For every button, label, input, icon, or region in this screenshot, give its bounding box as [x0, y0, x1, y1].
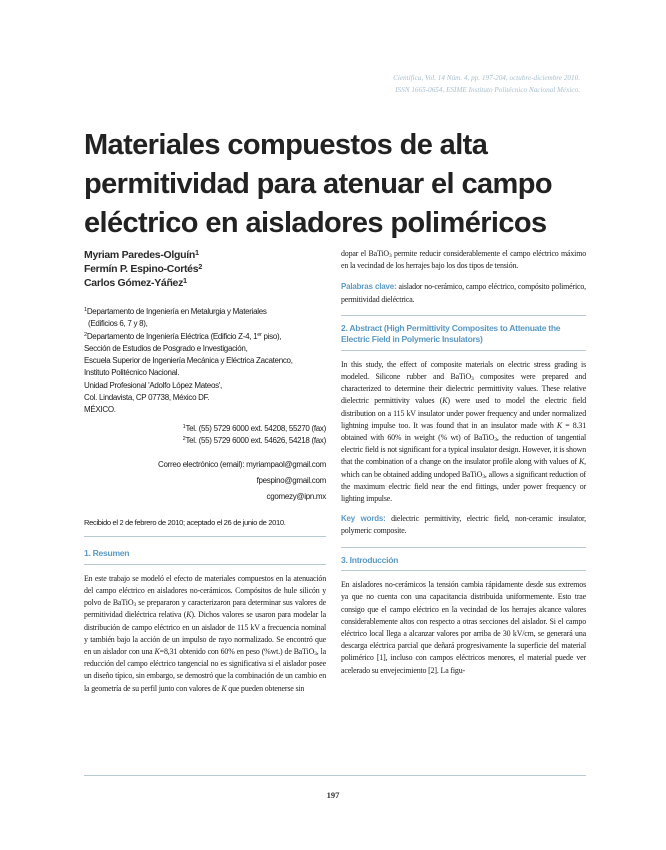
- author-sup: 2: [198, 262, 203, 271]
- phone-text: Tel. (55) 5729 6000 ext. 54626, 54218 (fax): [185, 435, 326, 445]
- resumen-continuation: [341, 248, 586, 272]
- phone-sup: 2: [182, 435, 186, 442]
- affiliation-line: Sección de Estudios de Posgrado e Investigación,: [84, 343, 248, 353]
- text-run: , la reducción del campo eléctrico tangencial no es significativa si el aislador posee un diseño típico, sin embargo, se demostró que la combinación de un cambio en la geometría de su perfil junto con valores de: [84, 646, 326, 693]
- left-column: [84, 248, 326, 695]
- phone-line: [84, 423, 326, 435]
- received-dates: Recibido el 2 de febrero de 2010; aceptado el 26 de junio de 2010.: [84, 517, 326, 537]
- author: [84, 276, 326, 290]
- keywords-text: dielectric permittivity, electric field, non-ceramic insulator, polymeric composite.: [341, 514, 586, 536]
- affiliation-text: Departamento de Ingeniería Eléctrica (Edificio Z-4, 1: [86, 331, 258, 341]
- affiliation-text: piso),: [261, 331, 282, 341]
- section-rule: [341, 547, 586, 548]
- subscript: 3: [471, 376, 474, 383]
- author-sup: 1: [183, 276, 187, 285]
- text-run: , allows a significant reduction of the maximum electric field near the end fittings, under power frequency or lighting impulse.: [341, 469, 586, 504]
- subscript: 3: [314, 650, 317, 657]
- author-name: Fermín P. Espino-Cortés: [84, 263, 199, 275]
- author-list: [84, 248, 326, 290]
- symbol-k: K: [186, 610, 192, 620]
- subscript: 3: [388, 253, 392, 259]
- text-run: permite reducir considerablemente el campo eléctrico máximo en la vecindad de los herrajes bajo los dos tipos de tensión.: [341, 249, 586, 271]
- section-heading-abstract: 2. Abstract (High Permittivity Composites to Attenuate the Electric Field in Polymeric Insulators): [341, 322, 561, 345]
- affiliation-text: Departamento de Ingeniería en Metalurgia y Materiales: [86, 307, 267, 316]
- symbol-k: K: [556, 420, 562, 430]
- subscript: 3: [133, 602, 136, 609]
- text-run: En este trabajo se modeló el efecto de materiales compuestos en la atenuación del campo eléctrico en aisladores no-cerámicos. Compósitos de hule silicón y polvo de BaTiO: [84, 573, 326, 608]
- text-run: ). Dichos valores se usaron para modelar la distribución de campo eléctrico en un aislador de 115 kV a frecuencia nominal y también bajo la acción de un impulso de rayo normalizado. Se encontró que en un aislador con una: [84, 610, 326, 656]
- email-list: [84, 457, 326, 505]
- affiliation-line: Instituto Politécnico Nacional.: [84, 368, 180, 378]
- email-line: fpespino@gmail.com: [256, 476, 326, 486]
- affiliation-line: [84, 318, 326, 330]
- affiliation-line: [84, 306, 326, 318]
- address-line: MÉXICO.: [84, 405, 116, 415]
- section-rule: [341, 570, 586, 571]
- affiliations: [84, 306, 326, 417]
- phone-line: [84, 435, 326, 447]
- section-rule: [341, 350, 586, 351]
- address-line: Col. Lindavista, CP 07738, México DF.: [84, 393, 210, 403]
- phone-text: Tel. (55) 5729 6000 ext. 54208, 55270 (fax): [185, 423, 326, 433]
- symbol-k: K: [154, 646, 160, 656]
- phone-sup: 1: [182, 423, 186, 430]
- symbol-k: K: [442, 396, 448, 406]
- email-line: cgomezy@ipn.mx: [266, 492, 326, 502]
- text-run: se prepararon y caracterizaron para determinar sus valores de permitividad dieléctrica relativa (: [84, 598, 327, 620]
- affiliation-sup: 1: [84, 307, 87, 313]
- right-column: [341, 248, 586, 677]
- text-run: que pueden obtenerse sin: [226, 683, 305, 693]
- symbol-k: K: [221, 683, 227, 693]
- author-name: Carlos Gómez-Yáñez: [84, 277, 184, 289]
- section-heading-introduccion: 3. Introducción: [341, 554, 399, 565]
- author: [84, 248, 326, 262]
- text-run: ) were used to model the electric field distribution on a 115 kV insulator under power frequency and under normalized lightning impulse too. It was found that in an insulator made with: [341, 396, 587, 430]
- journal-citation: Científica, Vol. 14 Núm. 4, pp. 197-204, octubre-diciembre 2010.: [393, 74, 580, 82]
- affiliation-line: [84, 331, 326, 343]
- abstract-paragraph: [341, 359, 586, 505]
- author-sup: 1: [195, 248, 199, 257]
- keywords-text: aislador no-cerámico, campo eléctrico, compósito polimérico, permitividad dieléctrica.: [341, 282, 586, 304]
- email-line: Correo electrónico (email): myriampaol@gmail.com: [158, 460, 326, 470]
- subscript: 3: [494, 437, 497, 444]
- section-rule: [84, 564, 326, 565]
- text-run: , which can be obtained adding undoped BaTiO: [341, 457, 586, 479]
- text-run: composites were prepared and characterized to determine their dielectric permittivity values. These relative dielectric permittivity values (: [341, 372, 586, 406]
- text-run: =8,31 obtenido con 60% en peso (%wt.) de BaTiO: [159, 646, 315, 656]
- keywords-label: Key words:: [341, 514, 386, 524]
- affiliation-line: Escuela Superior de Ingeniería Mecánica y Eléctrica Zacatenco,: [84, 356, 293, 366]
- section-rule: [341, 315, 586, 316]
- journal-header: [250, 72, 580, 96]
- text-run: = 8.31 obtained with 60% in weight (% wt) of BaTiO: [341, 420, 586, 443]
- text-run: , the reduction of tangential electric field is not significant for a typical insulator design. However, it is shown that the combination of a change on the insulator profile along with values of: [341, 433, 586, 467]
- section-heading-resumen: 1. Resumen: [84, 548, 130, 559]
- text-run: dopar el BaTiO: [341, 249, 389, 258]
- palabras-clave: [341, 281, 586, 305]
- footer-rule: [84, 775, 586, 776]
- page-number: 197: [326, 790, 340, 800]
- symbol-k: K: [579, 457, 585, 467]
- introduccion-paragraph: En aisladores no-cerámicos la tensión cambia rápidamente desde sus extremos ya que no cuenta con una capacitancia distribuida uniformemente. Esto trae consigo que el campo eléctrico en la vecindad de los herrajes alcance valores considerablemente altos con respecto a otras secciones del aislador. Si el campo eléctrico local llega a alcanzar valores por arriba de 30 kV/cm, se generará una descarga eléctrica parcial que deñará progresivamente la superficie del material polimérico [1], incluso con campos eléctricos menores, el material puede ver acelerado su envejecimiento [2]. La figu-: [341, 580, 586, 675]
- address-line: Unidad Profesional 'Adolfo López Mateos',: [84, 380, 222, 390]
- journal-issn: ISSN 1665-0654, ESIME Instituto Politécnico Nacional México.: [395, 86, 580, 94]
- affiliation-sup: 2: [84, 331, 87, 338]
- paper-title: Materiales compuestos de alta permitividad para atenuar el campo eléctrico en aisladores poliméricos: [84, 129, 552, 239]
- affiliation-ordinal: er: [257, 331, 262, 338]
- text-run: In this study, the effect of composite materials on electric stress grading is modeled. Silicone rubber and BaTiO: [341, 359, 586, 382]
- author-name: Myriam Paredes-Olguín: [84, 249, 195, 261]
- affiliation-text: (Edificios 6, 7 y 8),: [88, 319, 148, 329]
- key-words: [341, 513, 586, 537]
- author: [84, 262, 326, 276]
- subscript: 3: [482, 473, 485, 480]
- resumen-paragraph: [84, 573, 326, 695]
- keywords-label: Palabras clave:: [341, 282, 397, 292]
- phone-list: [84, 423, 326, 448]
